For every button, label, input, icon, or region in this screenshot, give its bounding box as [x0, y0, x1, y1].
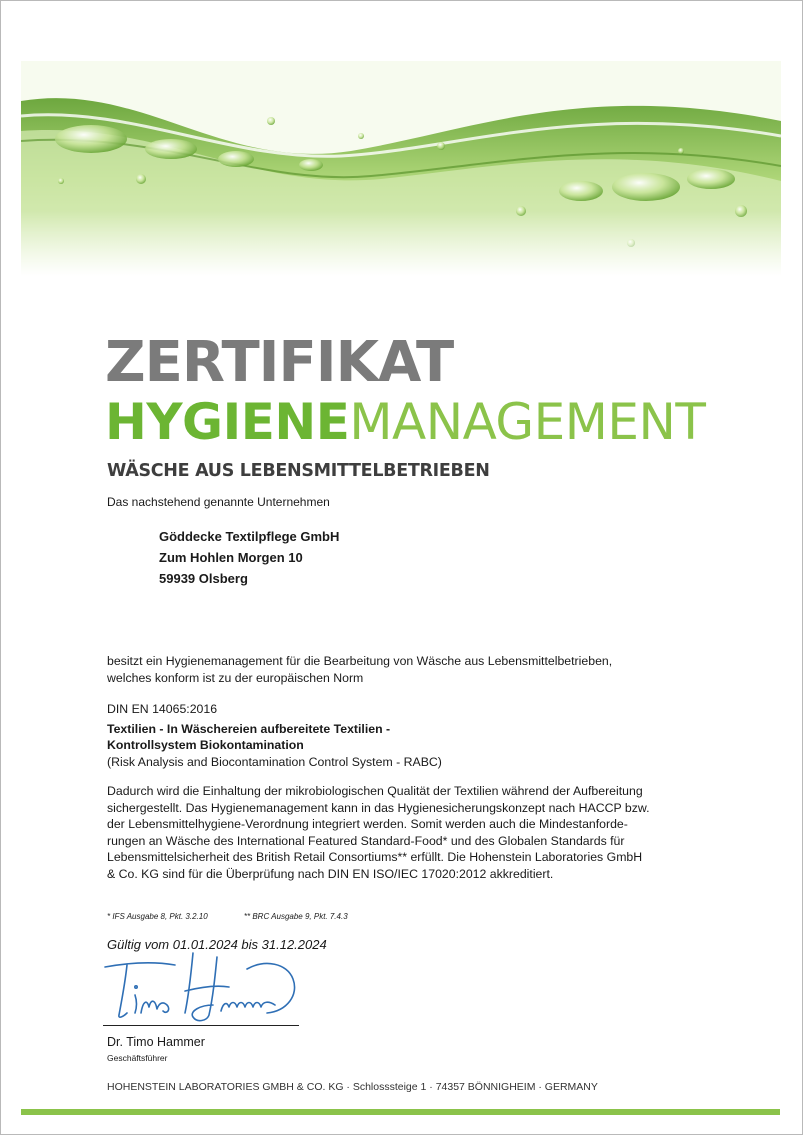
company-street: Zum Hohlen Morgen 10 [159, 550, 303, 565]
footnote-brc: ** BRC Ausgabe 9, Pkt. 7.4.3 [243, 912, 348, 921]
paragraph-line: welches konform ist zu der europäischen Norm [107, 670, 364, 685]
signer-name: Dr. Timo Hammer [107, 1035, 205, 1049]
norm-title-line1: Textilien - In Wäschereien aufbereitete Textilien - [107, 721, 391, 736]
norm-title-line2: Kontrollsystem Biokontamination [107, 738, 304, 752]
paragraph-line: der Lebensmittelhygiene-Verordnung integriert werden. Somit werden auch die Mindestanforde- [107, 817, 628, 831]
company-name: Göddecke Textilpflege GmbH [159, 529, 340, 544]
paragraph-line: Lebensmittelsicherheit des British Retail Consortiums** erfüllt. Die Hohenstein Laboratories GmbH [107, 850, 643, 864]
paragraph-line: sichergestellt. Das Hygienemanagement kann in das Hygienesicherungskonzept nach HACCP bzw. [107, 800, 650, 815]
signature-image [97, 949, 307, 1027]
certificate-title: ZERTIFIKAT [105, 330, 454, 395]
paragraph-line: Dadurch wird die Einhaltung der mikrobiologischen Qualität der Textilien während der Aufbereitung [107, 784, 643, 798]
accent-bar [21, 1109, 780, 1115]
paragraph-line: besitzt ein Hygienemanagement für die Bearbeitung von Wäsche aus Lebensmittelbetrieben, [107, 654, 613, 668]
signer-role: Geschäftsführer [107, 1053, 168, 1063]
paragraph-line: rungen an Wäsche des International Featured Standard-Food* und des Globalen Standards für [107, 833, 625, 848]
description-paragraph [107, 783, 650, 882]
norm-subtitle: (Risk Analysis and Biocontamination Control System - RABC) [107, 754, 442, 769]
title-hygiene: HYGIENE [105, 393, 350, 451]
paragraph-line: & Co. KG sind für die Überprüfung nach DIN EN ISO/IEC 17020:2012 akkreditiert. [107, 866, 554, 881]
validity-period: Gültig vom 01.01.2024 bis 31.12.2024 [107, 937, 327, 952]
signature-line [103, 1025, 299, 1026]
norm-block [107, 701, 442, 770]
issuer-address: HOHENSTEIN LABORATORIES GMBH & CO. KG · Schlosssteige 1 · 74357 BÖNNIGHEIM · GERMANY [107, 1081, 598, 1093]
footnotes [107, 912, 382, 921]
title-management: MANAGEMENT [349, 393, 706, 451]
footnote-ifs: * IFS Ausgabe 8, Pkt. 3.2.10 [107, 912, 208, 921]
water-splash-graphic [21, 61, 781, 276]
certificate-scope: WÄSCHE AUS LEBENSMITTELBETRIEBEN [107, 461, 490, 481]
intro-text: Das nachstehend genannte Unternehmen [107, 495, 330, 509]
norm-code: DIN EN 14065:2016 [107, 702, 218, 716]
water-splash-image [21, 61, 781, 276]
certificate-subject [105, 393, 706, 451]
company-address [159, 526, 339, 589]
company-city: 59939 Olsberg [159, 571, 248, 586]
conformity-paragraph [107, 653, 612, 686]
